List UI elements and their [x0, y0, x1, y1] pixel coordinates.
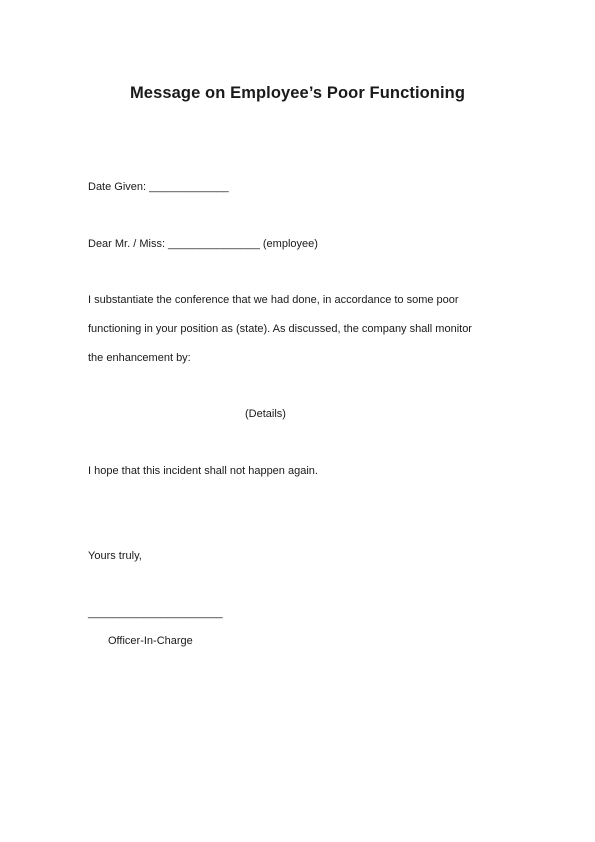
details-placeholder: (Details)	[245, 408, 286, 420]
date-given-line: Date Given: _____________	[88, 181, 229, 193]
sign-off: Yours truly,	[88, 550, 142, 562]
closing-sentence: I hope that this incident shall not happen again.	[88, 465, 318, 477]
body-paragraph-line-1: I substantiate the conference that we had done, in accordance to some poor	[88, 294, 459, 306]
salutation-line: Dear Mr. / Miss: _______________ (employee)	[88, 238, 318, 250]
body-paragraph-line-3: the enhancement by:	[88, 352, 191, 364]
signatory-title: Officer-In-Charge	[108, 635, 193, 647]
signature-line: ______________________	[88, 607, 223, 619]
body-paragraph-line-2: functioning in your position as (state). As discussed, the company shall monitor	[88, 323, 472, 335]
document-title: Message on Employee’s Poor Functioning	[129, 84, 466, 102]
